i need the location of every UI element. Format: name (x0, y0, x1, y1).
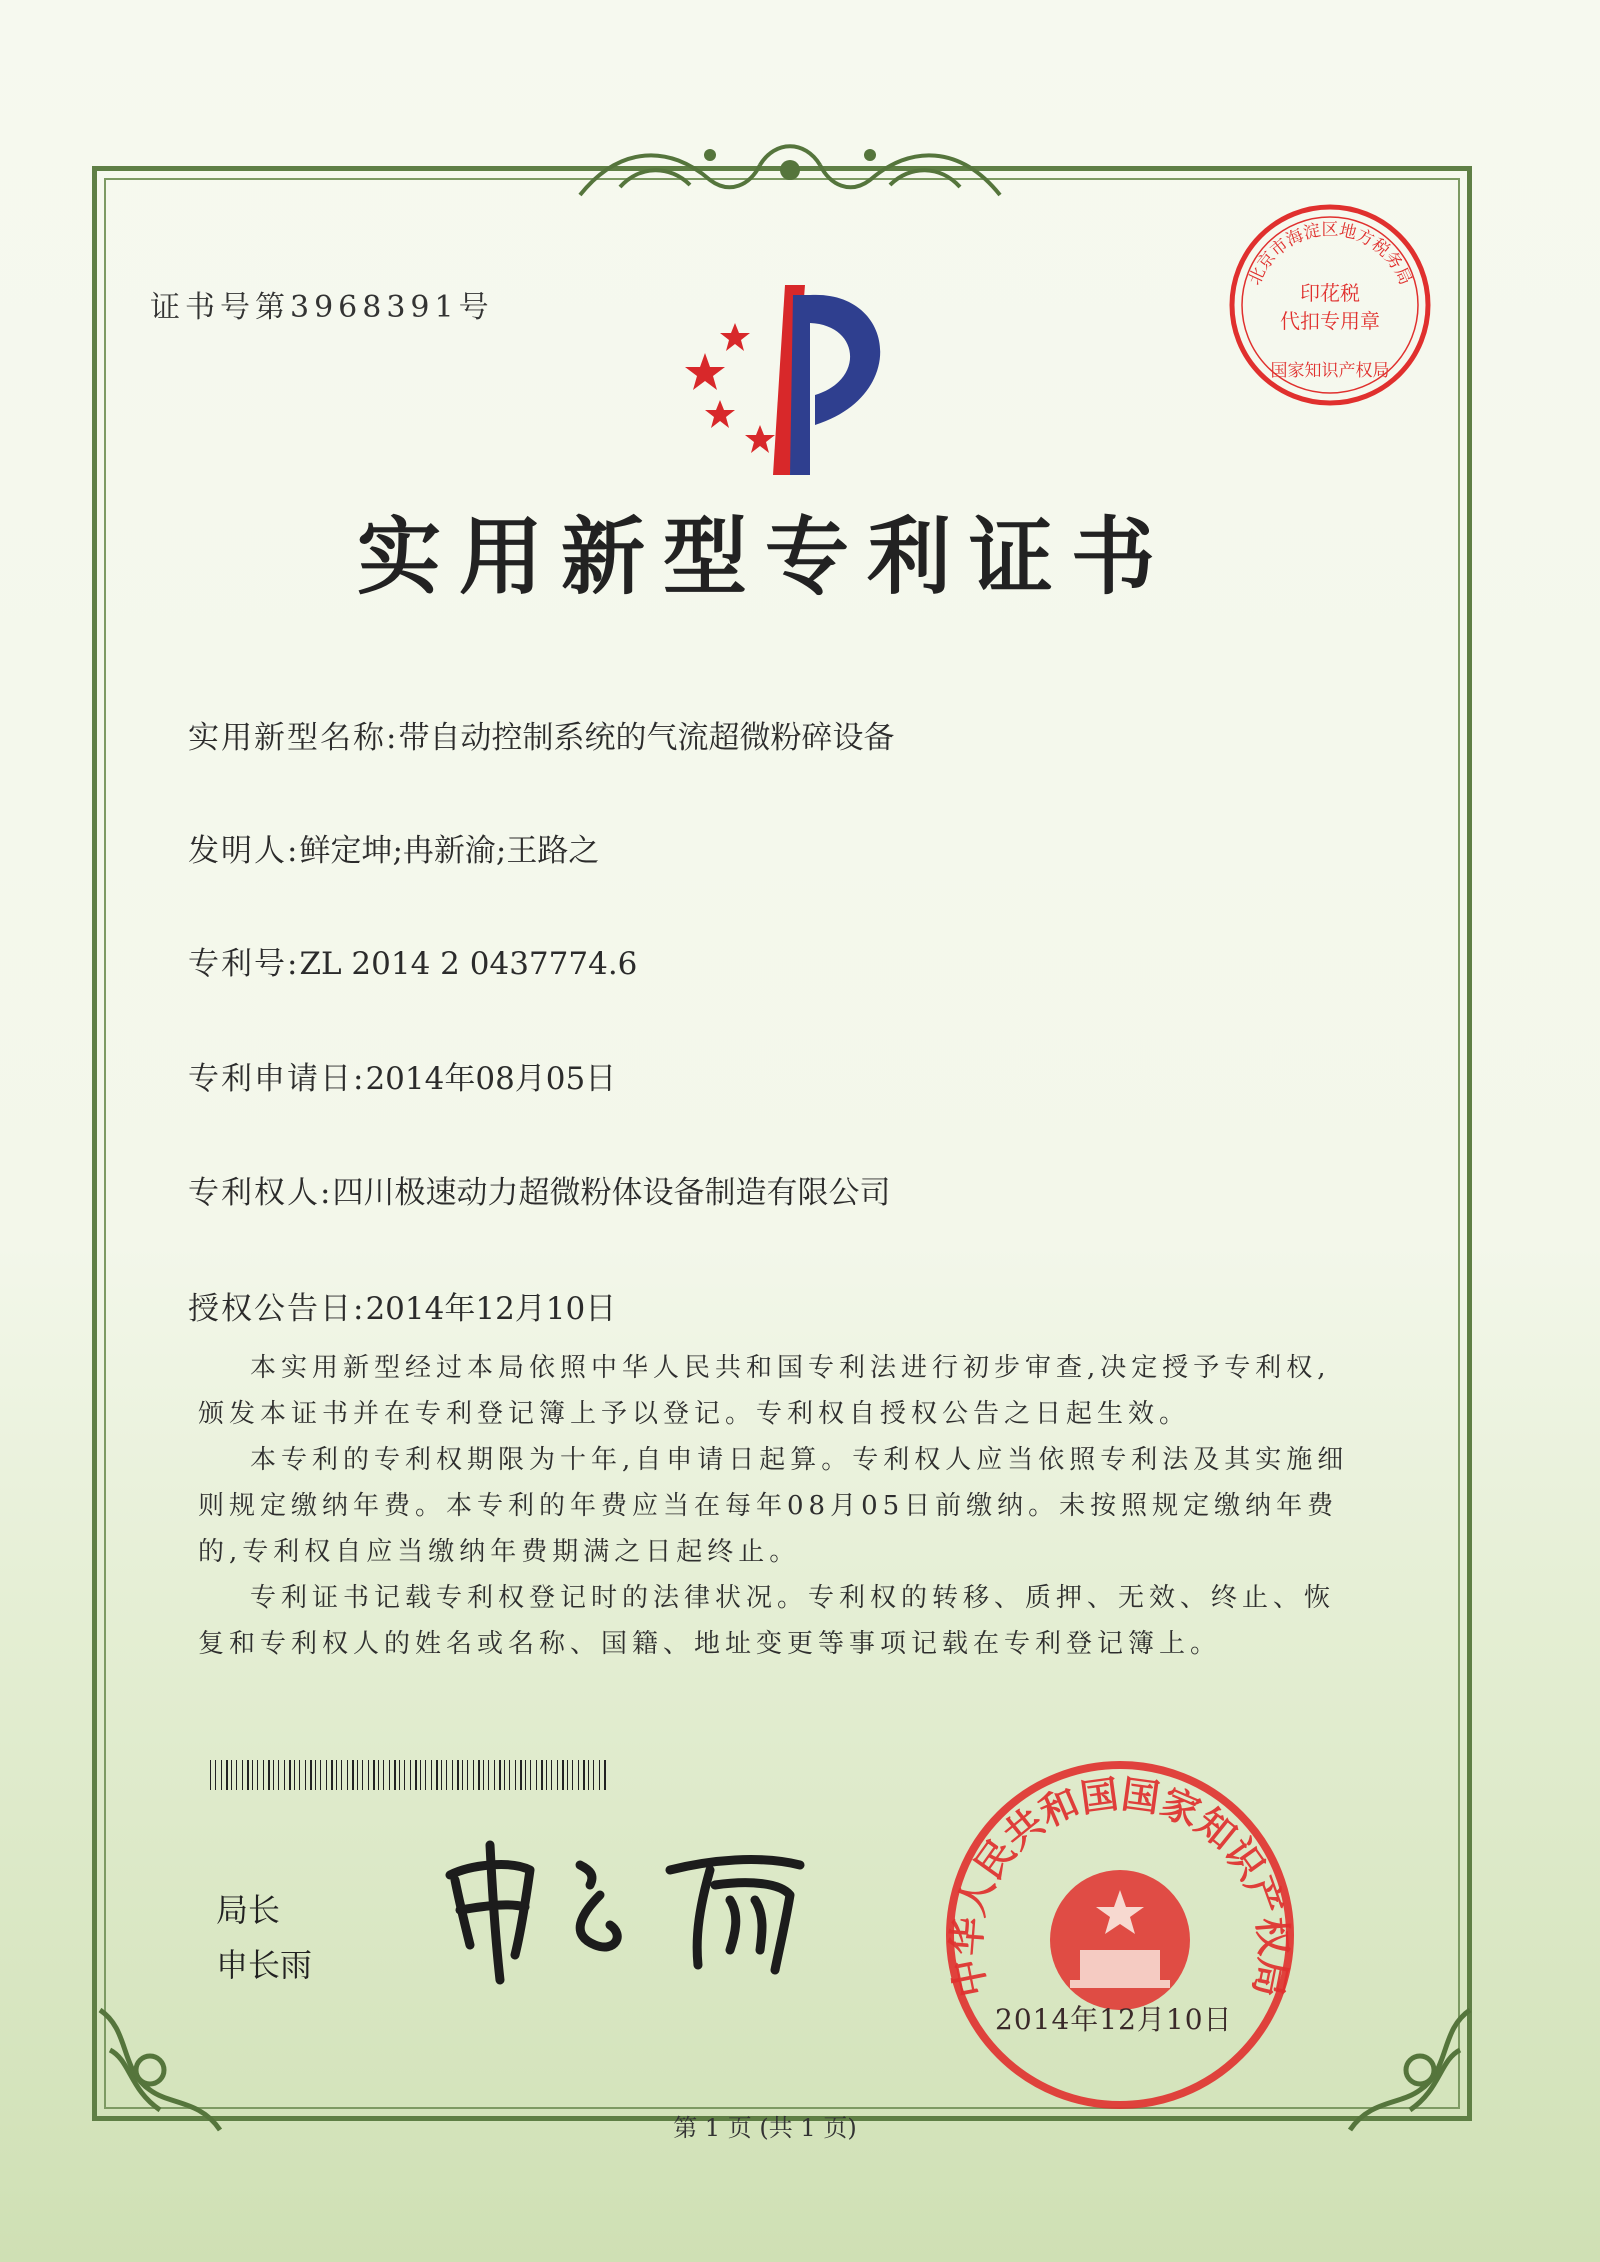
barcode-bar (305, 1760, 306, 1790)
barcode-bar (215, 1760, 216, 1790)
barcode-bar (509, 1760, 510, 1790)
page-title: 实用新型专利证书 (356, 507, 1173, 606)
barcode-bar (341, 1760, 342, 1790)
barcode-bar (488, 1760, 489, 1790)
barcode-bar (546, 1760, 547, 1790)
utility-model-name-row (188, 712, 894, 757)
barcode-bar (604, 1760, 606, 1790)
seal-date: 2014年12月10日 (995, 2003, 1233, 2036)
barcode-bar (457, 1760, 459, 1790)
director-title: 局长 (216, 1891, 281, 1929)
svg-text:北京市海淀区地方税务局: 北京市海淀区地方税务局 (1244, 220, 1416, 289)
barcode-bar (415, 1760, 417, 1790)
barcode-bar (373, 1760, 375, 1790)
barcode-bar (494, 1760, 495, 1790)
barcode-bar (310, 1760, 312, 1790)
svg-text:中华人民共和国国家知识产权局: 中华人民共和国国家知识产权局 (944, 1771, 1296, 2001)
page-number: 第 1 页 (共 1 页) (673, 2114, 857, 2142)
barcode-bar (378, 1760, 379, 1790)
barcode-bar (525, 1760, 526, 1790)
barcode-bar (404, 1760, 405, 1790)
barcode-bar (352, 1760, 354, 1790)
patent-office-emblem-icon (665, 275, 925, 485)
tax-seal-stamp (1225, 200, 1435, 410)
barcode-bar (557, 1760, 558, 1790)
barcode-bar (210, 1760, 211, 1790)
barcode-bar (515, 1760, 516, 1790)
grant-date-label: 授权公告日: (188, 1291, 366, 1327)
barcode-bar (599, 1760, 600, 1790)
inventor-value: 鲜定坤;冉新渝;王路之 (299, 833, 600, 869)
certificate-number: 证书号第3968391号 (150, 290, 494, 325)
barcode-bar (536, 1760, 537, 1790)
barcode-bar (273, 1760, 274, 1790)
barcode-bar (452, 1760, 453, 1790)
barcode-bar (299, 1760, 300, 1790)
barcode-bar (326, 1760, 327, 1790)
barcode-bar (399, 1760, 400, 1790)
barcode-bar (446, 1760, 447, 1790)
barcode-bar (567, 1760, 568, 1790)
barcode-bar (583, 1760, 585, 1790)
body-paragraph-2: 本专利的专利权期限为十年,自申请日起算。专利权人应当依照专利法及其实施细则规定缴纳年费。本专利的年费应当在每年08月05日前缴纳。未按照规定缴纳年费的,专利权自应当缴纳年费期满之日起终止。 (198, 1445, 1349, 1567)
filing-date-row (188, 1053, 616, 1098)
barcode-bar (520, 1760, 522, 1790)
barcode-bar (315, 1760, 316, 1790)
barcode-bar (331, 1760, 333, 1790)
barcode-bar (473, 1760, 474, 1790)
barcode-bar (541, 1760, 543, 1790)
barcode-bar (389, 1760, 390, 1790)
director-name: 申长雨 (216, 1946, 313, 1984)
barcode (210, 1760, 610, 1790)
barcode-bar (578, 1760, 579, 1790)
barcode-bar (362, 1760, 363, 1790)
barcode-bar (462, 1760, 463, 1790)
barcode-bar (478, 1760, 480, 1790)
barcode-bar (320, 1760, 321, 1790)
barcode-bar (410, 1760, 411, 1790)
inventor-label: 发明人: (188, 833, 300, 869)
barcode-bar (236, 1760, 237, 1790)
barcode-bar (425, 1760, 426, 1790)
name-label: 实用新型名称: (188, 720, 399, 756)
barcode-bar (284, 1760, 285, 1790)
barcode-bar (441, 1760, 442, 1790)
barcode-bar (347, 1760, 348, 1790)
barcode-bar (263, 1760, 264, 1790)
svg-text:代扣专用章: 代扣专用章 (1280, 309, 1380, 333)
barcode-bar (268, 1760, 270, 1790)
barcode-bar (383, 1760, 384, 1790)
svg-text:印花税: 印花税 (1300, 281, 1360, 305)
barcode-bar (252, 1760, 253, 1790)
barcode-bar (221, 1760, 222, 1790)
barcode-bar (289, 1760, 291, 1790)
barcode-bar (530, 1760, 531, 1790)
barcode-bar (278, 1760, 279, 1790)
barcode-bar (551, 1760, 552, 1790)
barcode-bar (368, 1760, 369, 1790)
barcode-bar (357, 1760, 358, 1790)
director-signature (430, 1825, 850, 1985)
barcode-bar (572, 1760, 573, 1790)
barcode-bar (226, 1760, 228, 1790)
barcode-bar (467, 1760, 468, 1790)
barcode-bar (231, 1760, 232, 1790)
barcode-bar (588, 1760, 589, 1790)
barcode-bar (247, 1760, 249, 1790)
national-ip-office-seal (940, 1755, 1300, 2115)
barcode-bar (483, 1760, 484, 1790)
barcode-bar (257, 1760, 258, 1790)
grant-date-row (188, 1283, 616, 1328)
patent-number-label: 专利号: (188, 946, 300, 982)
name-value: 带自动控制系统的气流超微粉碎设备 (398, 720, 895, 756)
barcode-bar (242, 1760, 243, 1790)
barcode-bar (294, 1760, 295, 1790)
patentee-row (188, 1167, 890, 1212)
grant-date-value: 2014年12月10日 (365, 1291, 617, 1327)
svg-text:国家知识产权局: 国家知识产权局 (1270, 361, 1390, 381)
barcode-bar (431, 1760, 432, 1790)
patentee-label: 专利权人: (188, 1175, 333, 1211)
barcode-bar (420, 1760, 421, 1790)
patent-number-row (188, 938, 637, 983)
barcode-bar (336, 1760, 337, 1790)
barcode-bar (593, 1760, 594, 1790)
barcode-bar (394, 1760, 396, 1790)
body-paragraph-1: 本实用新型经过本局依照中华人民共和国专利法进行初步审查,决定授予专利权,颁发本证书并在专利登记簿上予以登记。专利权自授权公告之日起生效。 (198, 1353, 1331, 1429)
inventor-row (188, 825, 599, 870)
filing-date-label: 专利申请日: (188, 1061, 366, 1097)
filing-date-value: 2014年08月05日 (365, 1061, 617, 1097)
patent-number-value: ZL 2014 2 0437774.6 (299, 946, 638, 982)
body-paragraph-3: 专利证书记载专利权登记时的法律状况。专利权的转移、质押、无效、终止、恢复和专利权人的姓名或名称、国籍、地址变更等事项记载在专利登记簿上。 (198, 1583, 1336, 1659)
patentee-value: 四川极速动力超微粉体设备制造有限公司 (332, 1175, 891, 1211)
barcode-bar (562, 1760, 564, 1790)
barcode-bar (499, 1760, 501, 1790)
barcode-bar (504, 1760, 505, 1790)
top-scroll-ornament (560, 125, 1020, 215)
barcode-bar (436, 1760, 438, 1790)
